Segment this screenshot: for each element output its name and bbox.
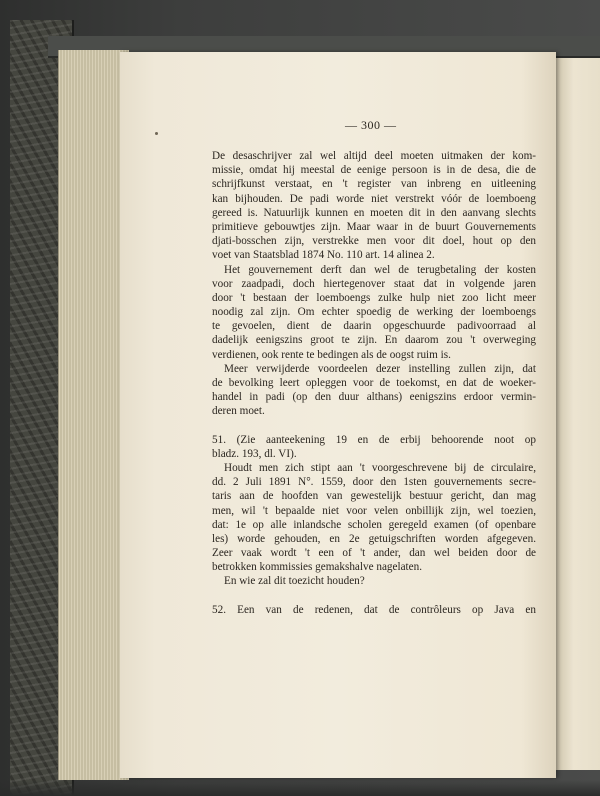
- text-line: door 't bestaan der loemboengs zulke hulp niet zoo licht meer: [212, 291, 536, 304]
- text-line: dadelijk eenigszins groot te zijn. En daarom zou 't overweging: [212, 334, 536, 347]
- section-heading-line: 51. (Zie aanteekening 19 en de erbij behoorende noot op: [212, 433, 536, 446]
- text-line: men, wil 't bepaalde niet voor velen onbillijk zijn, wel toezien,: [212, 504, 536, 517]
- page-text: [212, 149, 536, 617]
- text-line: Zeer vaak wordt 't een of 't ander, dan wel beiden door de: [212, 547, 536, 560]
- page-edges: [58, 50, 129, 780]
- section-gap: [212, 419, 536, 433]
- question-line: En wie zal dit toezicht houden?: [224, 575, 365, 588]
- text-line: primitieve gebouwtjes zijn. Maar waar in de buurt Gouvernements: [212, 220, 536, 233]
- text-line: Het gouvernement derft dan wel de terugbetaling der kosten: [224, 263, 536, 276]
- section-51: [212, 433, 536, 589]
- text-line: De desaschrijver zal wel altijd deel moeten uitmaken der kom-: [212, 150, 536, 162]
- paragraph-1: [212, 149, 536, 263]
- section-heading-line: 52. Een van de redenen, dat de contrôleurs op Java en: [212, 603, 536, 616]
- text-line: schrijfkunst verstaat, en 't register van inbreng en uitleening: [212, 178, 536, 191]
- text-line: de bevolking leert opleggen voor de toekomst, en dat de woeker-: [212, 377, 536, 389]
- text-line: dd. 2 Juli 1891 N°. 1559, door den 1sten gouvernements secre-: [212, 476, 536, 489]
- text-line: gereed is. Natuurlijk kunnen en moeten dit in den aanvang slechts: [212, 206, 536, 219]
- text-line: te gevoelen, dient de daarin opgeschuurde padivoorraad al: [212, 320, 536, 333]
- book-page: [120, 52, 556, 778]
- text-line: noodig zal zijn. Om echter spoedig de werking der loemboengs: [212, 306, 536, 319]
- scan-shadow: [0, 780, 600, 796]
- text-line: voor zaadpadi, doch hiertegenover staat dat in volgende jaren: [212, 277, 536, 290]
- text-line: betrokken kommissies gemakshalve nagelaten.: [212, 561, 423, 574]
- ink-speck: [155, 132, 158, 135]
- text-line: les) worde gehouden, en 2e getuigschriften worden afgegeven.: [212, 532, 536, 545]
- text-line: missie, omdat hij meestal de eenige persoon is in de desa, die de: [212, 164, 536, 177]
- facing-page-edge: [556, 58, 600, 770]
- section-heading-line: bladz. 193, dl. VI).: [212, 447, 297, 460]
- text-line: djati-bosschen zijn, verstrekke men voor dit doel, hout op den: [212, 235, 536, 248]
- text-line: Meer verwijderde voordeelen dezer instelling zullen zijn, dat: [224, 362, 536, 375]
- text-line: handel in padi (op den duur althans) eenigszins erdoor vermin-: [212, 391, 536, 404]
- text-line: taris aan de hoofden van gewestelijk bestuur gericht, dan mag: [212, 490, 536, 503]
- page-number: — 300 —: [345, 118, 397, 132]
- section-52: [212, 603, 536, 617]
- text-line: dat: 1e op alle inlandsche scholen geregeld examen (of openbare: [212, 518, 536, 531]
- section-gap: [212, 589, 536, 603]
- text-line: deren moet.: [212, 405, 265, 418]
- text-line: verdienen, ook rente te bedingen als de oogst ruim is.: [212, 348, 451, 361]
- text-line: kan bijhouden. De padi worde niet verstrekt vóór de loemboeng: [212, 192, 536, 205]
- paragraph-3: [212, 362, 536, 419]
- paragraph-2: [212, 263, 536, 362]
- text-line: Houdt men zich stipt aan 't voorgeschrevene bij de circulaire,: [224, 461, 536, 474]
- text-line: voet van Staatsblad 1874 No. 110 art. 14 alinea 2.: [212, 249, 435, 262]
